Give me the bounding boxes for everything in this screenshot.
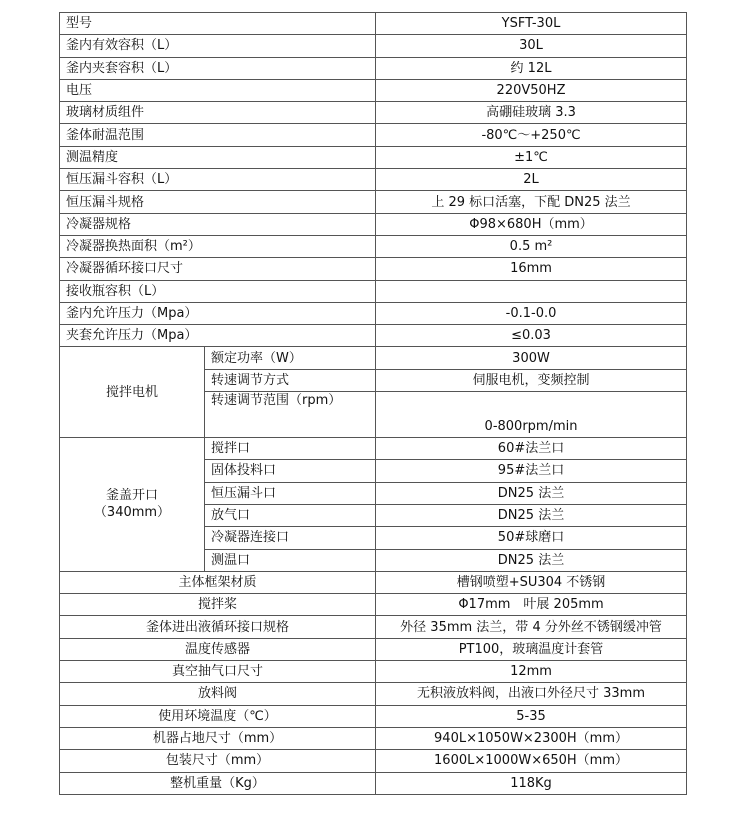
row-label: 搅拌口: [205, 438, 376, 460]
row-value: 16mm: [376, 258, 687, 280]
row-label: 固体投料口: [205, 460, 376, 482]
table-row: [60, 347, 687, 369]
row-value: 2L: [376, 169, 687, 191]
row-value: 外径 35mm 法兰，带 4 分外丝不锈钢缓冲管: [376, 616, 687, 638]
row-label: 温度传感器: [60, 638, 376, 660]
row-label: 整机重量（Kg）: [60, 772, 376, 794]
table-row: [60, 235, 687, 257]
row-value: DN25 法兰: [376, 504, 687, 526]
row-label: 放气口: [205, 504, 376, 526]
row-value: 槽钢喷塑+SU304 不锈钢: [376, 571, 687, 593]
table-row: [60, 191, 687, 213]
row-label: 机器占地尺寸（mm）: [60, 727, 376, 749]
row-value: 50#球磨口: [376, 527, 687, 549]
row-label: 夹套允许压力（Mpa）: [60, 325, 376, 347]
row-label: 恒压漏斗容积（L）: [60, 169, 376, 191]
row-value: 95#法兰口: [376, 460, 687, 482]
table-row: [60, 594, 687, 616]
table-row: [60, 683, 687, 705]
row-label: 釜内允许压力（Mpa）: [60, 302, 376, 324]
table-row: [60, 258, 687, 280]
row-value: 12mm: [376, 661, 687, 683]
table-row: [60, 280, 687, 302]
row-label: 釜内夹套容积（L）: [60, 57, 376, 79]
table-row: [60, 705, 687, 727]
row-value: Φ98×680H（mm）: [376, 213, 687, 235]
row-label: 真空抽气口尺寸: [60, 661, 376, 683]
lid-group-label: [60, 438, 205, 572]
row-label: 玻璃材质组件: [60, 102, 376, 124]
table-row: [60, 772, 687, 794]
motor-group-label: 搅拌电机: [60, 347, 205, 438]
row-label: 恒压漏斗口: [205, 482, 376, 504]
lid-group-title: 釜盖开口: [105, 488, 158, 504]
row-value: DN25 法兰: [376, 549, 687, 571]
row-label: 测温口: [205, 549, 376, 571]
row-value: 1600L×1000W×650H（mm）: [376, 750, 687, 772]
row-value: Φ17mm 叶展 205mm: [376, 594, 687, 616]
table-row: [60, 616, 687, 638]
row-value: 300W: [376, 347, 687, 369]
row-value: 约 12L: [376, 57, 687, 79]
table-row: [60, 750, 687, 772]
row-label: 使用环境温度（℃）: [60, 705, 376, 727]
table-row: [60, 146, 687, 168]
table-row: [60, 325, 687, 347]
row-label: 放料阀: [60, 683, 376, 705]
row-value: ±1℃: [376, 146, 687, 168]
table-row: [60, 124, 687, 146]
row-value: 60#法兰口: [376, 438, 687, 460]
table-row: [60, 438, 687, 460]
table-row: [60, 302, 687, 324]
row-label: 冷凝器规格: [60, 213, 376, 235]
row-label: 釜体耐温范围: [60, 124, 376, 146]
row-value: 5-35: [376, 705, 687, 727]
row-label: 冷凝器循环接口尺寸: [60, 258, 376, 280]
row-value: 0.5 m²: [376, 235, 687, 257]
row-label: 接收瓶容积（L）: [60, 280, 376, 302]
row-label: 额定功率（W）: [205, 347, 376, 369]
row-label: 转速调节方式: [205, 369, 376, 391]
row-value: PT100，玻璃温度计套管: [376, 638, 687, 660]
table-row: [60, 661, 687, 683]
spec-table: [59, 12, 687, 795]
row-label: 电压: [60, 79, 376, 101]
row-label: 型号: [60, 13, 376, 35]
table-row: [60, 169, 687, 191]
row-value: YSFT-30L: [376, 13, 687, 35]
row-value: -80℃～+250℃: [376, 124, 687, 146]
row-label: 釜体进出液循环接口规格: [60, 616, 376, 638]
table-row: [60, 35, 687, 57]
row-value: 30L: [376, 35, 687, 57]
row-value: 940L×1050W×2300H（mm）: [376, 727, 687, 749]
row-label: 冷凝器连接口: [205, 527, 376, 549]
spec-table-body: [60, 13, 687, 795]
row-label: 搅拌桨: [60, 594, 376, 616]
table-row: [60, 102, 687, 124]
row-value: 0-800rpm/min: [376, 392, 687, 438]
row-value: 上 29 标口活塞，下配 DN25 法兰: [376, 191, 687, 213]
table-row: [60, 727, 687, 749]
row-value: 高硼硅玻璃 3.3: [376, 102, 687, 124]
table-row: [60, 571, 687, 593]
row-value: 无积液放料阀，出液口外径尺寸 33mm: [376, 683, 687, 705]
row-value: 118Kg: [376, 772, 687, 794]
row-label: 转速调节范围（rpm）: [205, 392, 376, 438]
row-label: 主体框架材质: [60, 571, 376, 593]
row-label: 釜内有效容积（L）: [60, 35, 376, 57]
row-label: 包装尺寸（mm）: [60, 750, 376, 772]
row-label: 测温精度: [60, 146, 376, 168]
row-label: 恒压漏斗规格: [60, 191, 376, 213]
row-value: ≤0.03: [376, 325, 687, 347]
row-value: -0.1-0.0: [376, 302, 687, 324]
row-value: [376, 280, 687, 302]
table-row: [60, 57, 687, 79]
row-label: 冷凝器换热面积（m²）: [60, 235, 376, 257]
table-row: [60, 213, 687, 235]
row-value: 伺服电机，变频控制: [376, 369, 687, 391]
row-value: 220V50HZ: [376, 79, 687, 101]
table-row: [60, 13, 687, 35]
table-row: [60, 638, 687, 660]
table-row: [60, 79, 687, 101]
row-value: DN25 法兰: [376, 482, 687, 504]
lid-group-subtitle: （340mm）: [93, 505, 171, 521]
